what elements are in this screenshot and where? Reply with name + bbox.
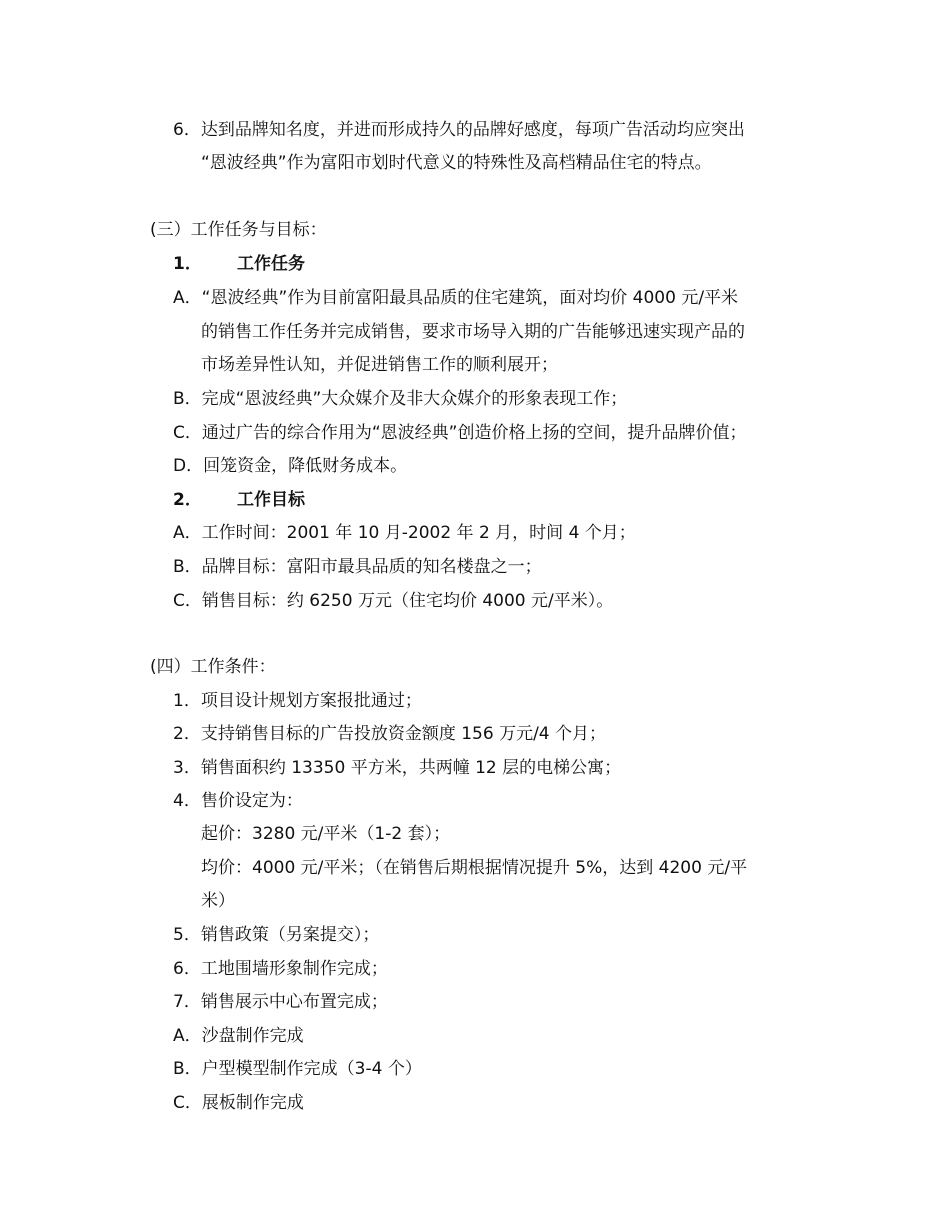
goal-a	[173, 521, 636, 545]
goal-c-text: 销售目标：约 6250 万元（住宅均价 4000 元/平米）。	[201, 591, 614, 611]
task-a-text-1: “恩波经典”作为目前富阳最具品质的住宅建筑，面对均价 4000 元/平米	[201, 288, 739, 308]
task-b	[173, 387, 627, 411]
task-a-marker: A．	[173, 288, 202, 308]
condition-3-text: 销售面积约 13350 平方米，共两幢 12 层的电梯公寓；	[200, 758, 622, 778]
task-c-marker: C．	[173, 423, 202, 443]
condition-6	[173, 957, 388, 981]
item-6-line-2: “恩波经典”作为富阳市划时代意义的特殊性及高档精品住宅的特点。	[201, 153, 712, 173]
condition-3	[173, 756, 621, 780]
price-start: 起价：3280 元/平米（1-2 套）；	[201, 824, 451, 844]
condition-5	[173, 923, 379, 947]
condition-7-text: 销售展示中心布置完成；	[200, 992, 388, 1012]
condition-2	[173, 722, 606, 746]
goal-b	[173, 555, 542, 579]
condition-2-text: 支持销售目标的广告投放资金额度 156 万元/4 个月；	[200, 724, 607, 744]
condition-7c-text: 展板制作完成	[201, 1093, 304, 1113]
condition-7a-text: 沙盘制作完成	[201, 1026, 304, 1046]
condition-7c-marker: C．	[173, 1093, 202, 1113]
item-6-line-1	[173, 118, 745, 142]
task-a-line-2: 的销售工作任务并完成销售，要求市场导入期的广告能够迅速实现产品的	[201, 322, 745, 342]
goals-heading-text: 工作目标	[237, 490, 305, 510]
tasks-heading-text: 工作任务	[237, 254, 305, 274]
item-6-text-1: 达到品牌知名度，并进而形成持久的品牌好感度，每项广告活动均应突出	[200, 120, 745, 140]
goal-a-text: 工作时间：2001 年 10 月-2002 年 2 月，时间 4 个月；	[201, 523, 636, 543]
condition-4-marker: 4．	[173, 791, 201, 811]
task-d-marker: D．	[173, 456, 204, 476]
condition-7c	[173, 1091, 304, 1115]
condition-7-marker: 7．	[173, 992, 201, 1012]
task-b-marker: B．	[173, 389, 202, 409]
goal-a-marker: A．	[173, 523, 202, 543]
task-a-line-1	[173, 286, 738, 310]
goals-number: 2．	[173, 490, 202, 510]
task-b-text: 完成“恩波经典”大众媒介及非大众媒介的形象表现工作；	[201, 389, 628, 409]
item-6-marker: 6．	[173, 120, 201, 140]
section-3-title: (三）工作任务与目标：	[150, 220, 327, 240]
task-d-text: 回笼资金，降低财务成本。	[203, 456, 408, 476]
goal-c-marker: C．	[173, 591, 202, 611]
goal-b-marker: B．	[173, 557, 202, 577]
goal-c	[173, 589, 613, 613]
condition-6-text: 工地围墙形象制作完成；	[200, 959, 388, 979]
condition-7	[173, 990, 388, 1014]
goal-b-text: 品牌目标：富阳市最具品质的知名楼盘之一；	[201, 557, 542, 577]
condition-7a	[173, 1024, 304, 1048]
condition-5-text: 销售政策（另案提交）；	[200, 925, 380, 945]
task-c	[173, 421, 747, 445]
condition-7a-marker: A．	[173, 1026, 202, 1046]
condition-1	[173, 689, 422, 713]
condition-1-text: 项目设计规划方案报批通过；	[200, 691, 422, 711]
goals-heading	[173, 488, 305, 512]
tasks-number: 1．	[173, 254, 202, 274]
task-a-line-3: 市场差异性认知，并促进销售工作的顺利展开；	[201, 355, 558, 375]
task-c-text: 通过广告的综合作用为“恩波经典”创造价格上扬的空间，提升品牌价值；	[201, 423, 747, 443]
tasks-heading	[173, 252, 305, 276]
price-average-line-1: 均价：4000 元/平米；（在销售后期根据情况提升 5%，达到 4200 元/平	[201, 858, 748, 878]
task-d	[173, 454, 407, 478]
condition-4	[173, 789, 303, 813]
condition-7b-text: 户型模型制作完成（3-4 个）	[201, 1059, 422, 1079]
condition-6-marker: 6．	[173, 959, 201, 979]
condition-7b	[173, 1057, 422, 1081]
section-4-title: (四）工作条件：	[150, 657, 276, 677]
condition-1-marker: 1．	[173, 691, 201, 711]
condition-4-text: 售价设定为：	[200, 791, 303, 811]
condition-5-marker: 5．	[173, 925, 201, 945]
condition-3-marker: 3．	[173, 758, 201, 778]
condition-7b-marker: B．	[173, 1059, 202, 1079]
price-average-line-2: 米）	[201, 891, 235, 911]
condition-2-marker: 2．	[173, 724, 201, 744]
